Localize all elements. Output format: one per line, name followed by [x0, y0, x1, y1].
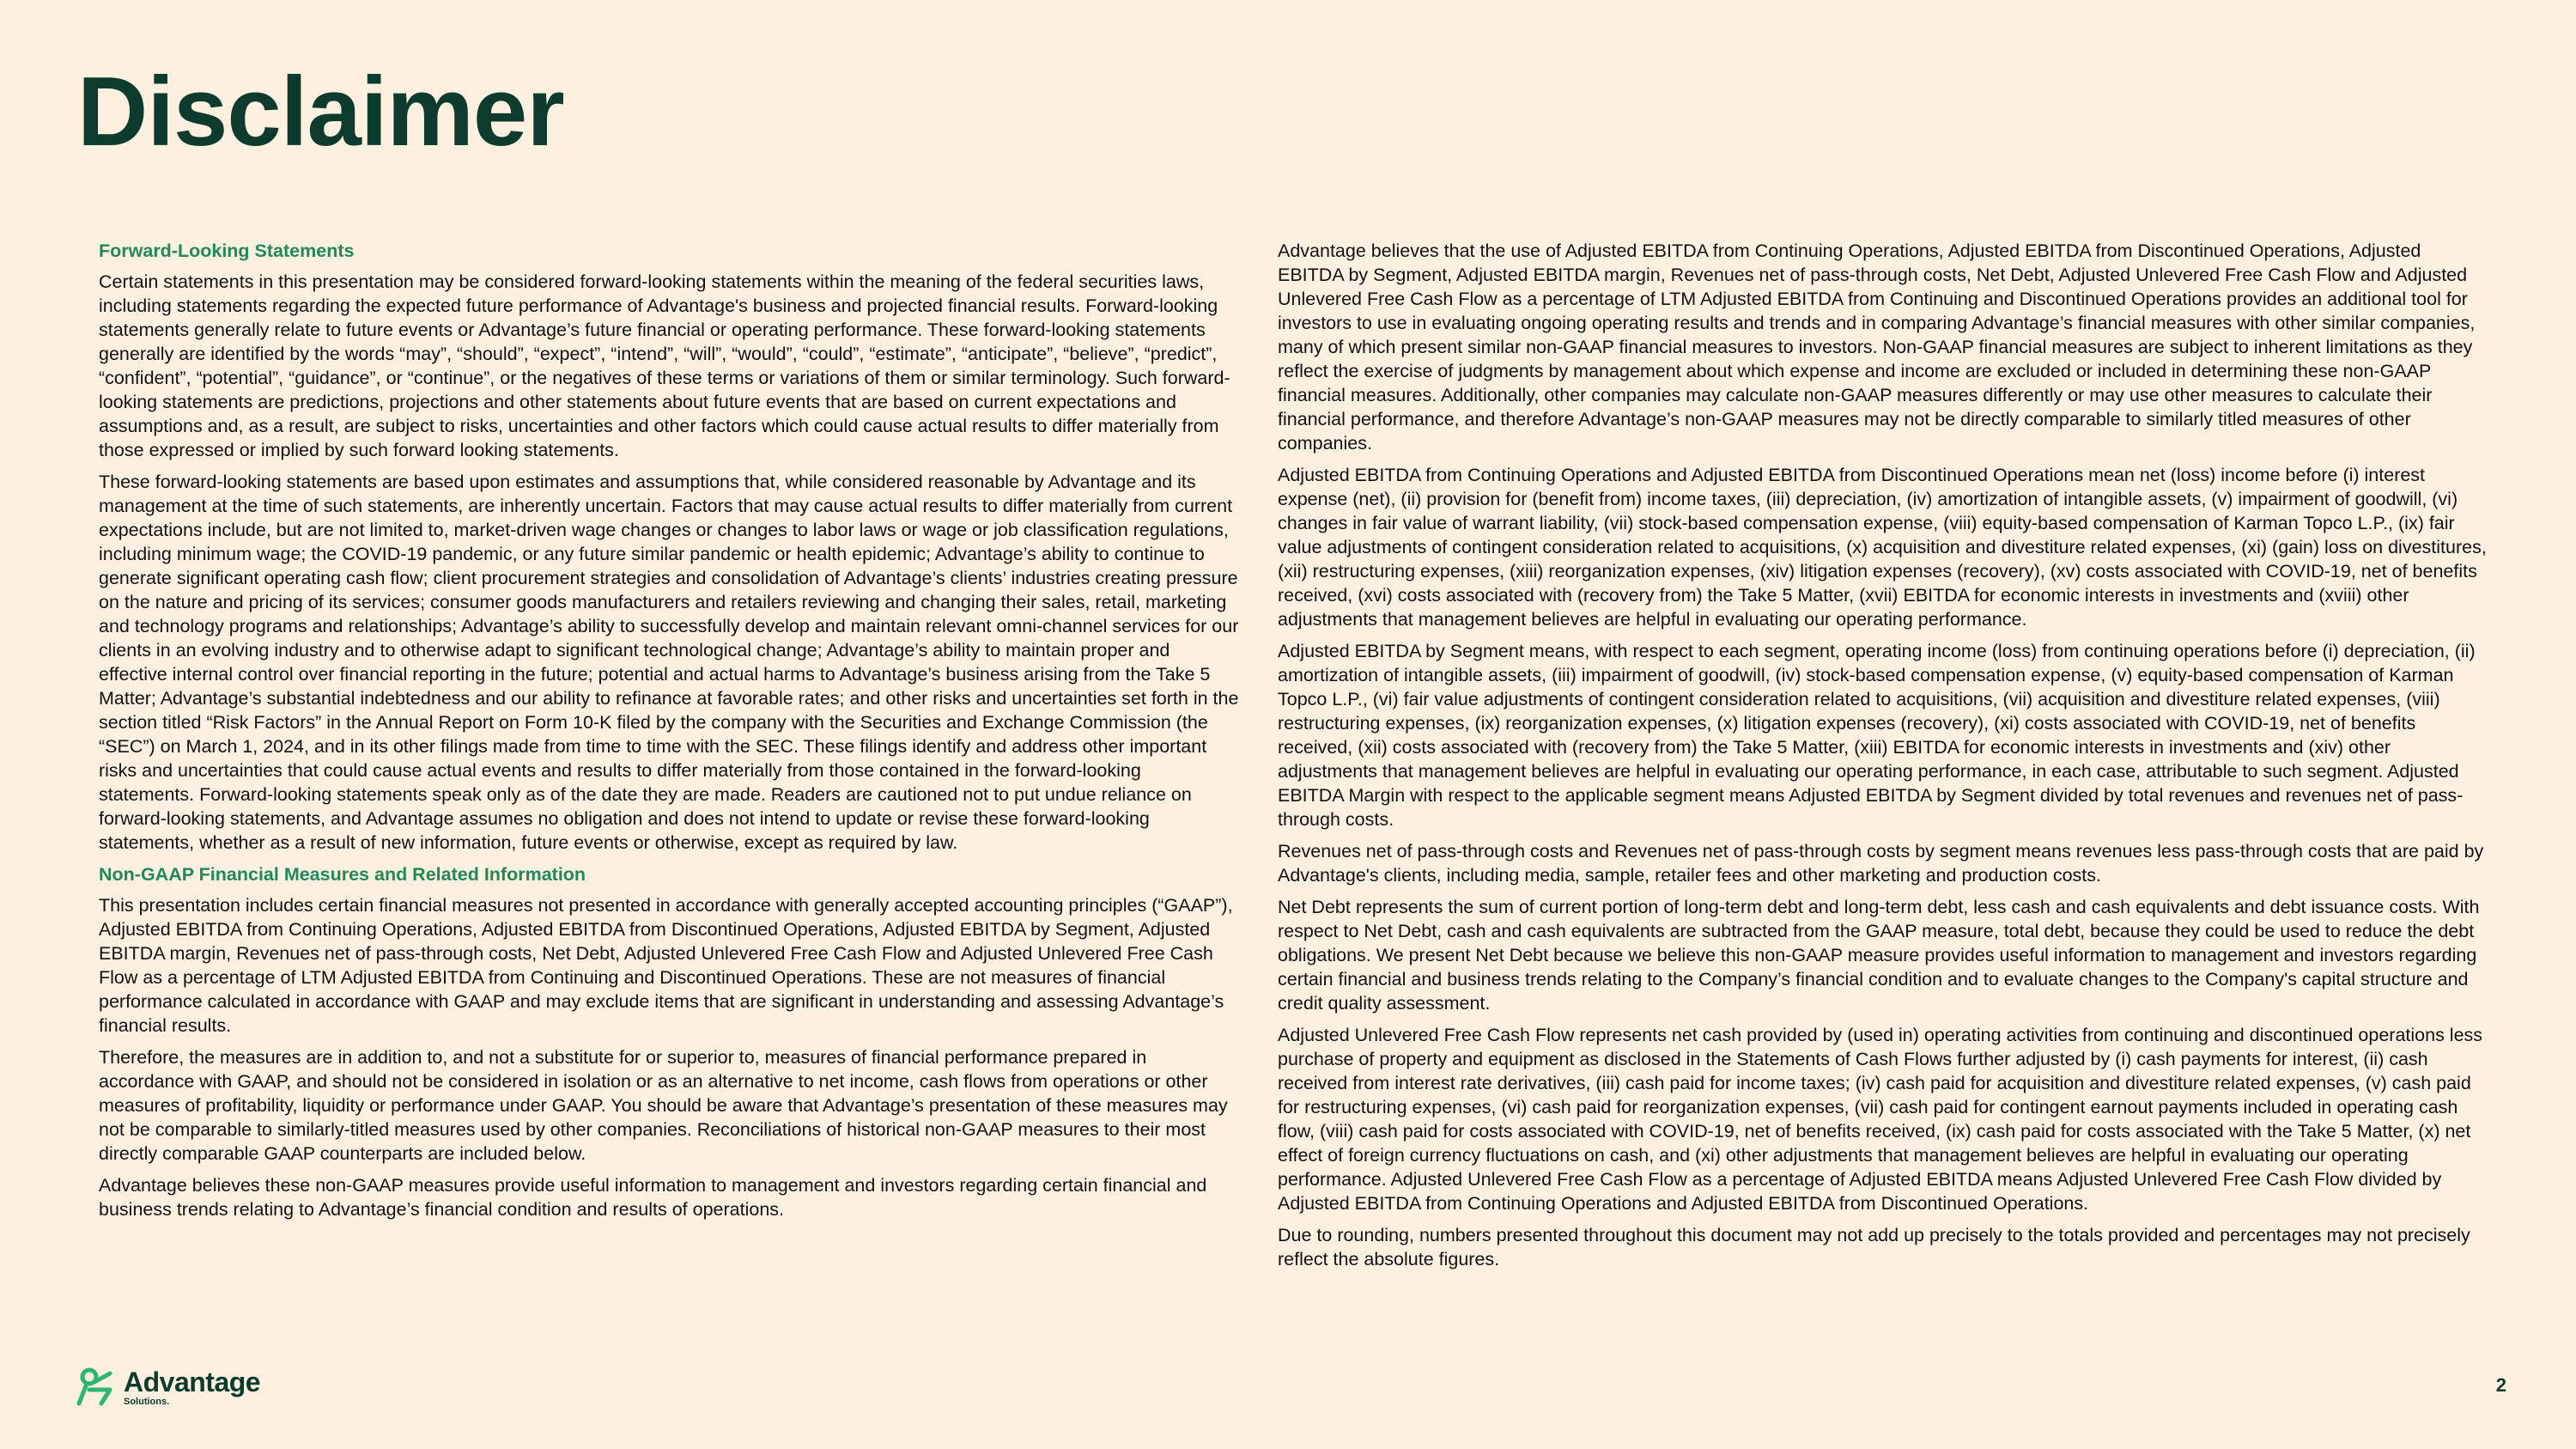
page-number: 2	[2495, 1374, 2506, 1396]
non-gaap-paragraph-1: This presentation includes certain financial measures not presented in accordance with generally accepted accounting principles (“GAAP”), Adjusted EBITDA from Continuing Operations, Adjusted EBITDA from Discontinued Operations, Adjusted EBITDA by Segment, Adjusted EBITDA margin, Revenues net of pass-through costs, Net Debt, Adjusted Unlevered Free Cash Flow and Adjusted Unlevered Free Cash Flow as a percentage of LTM Adjusted EBITDA from Continuing and Discontinued Operations. These are not measures of financial performance calculated in accordance with GAAP and may exclude items that are significant in understanding and assessing Advantage’s financial results.	[99, 895, 1233, 1036]
net-debt-paragraph: Net Debt represents the sum of current portion of long-term debt and long-term debt, less cash and cash equivalents and debt issuance costs. With respect to Net Debt, cash and cash equivalents are subtracted from the GAAP measure, total debt, because they could be used to reduce the debt obligations. We present Net Debt because we believe this non-GAAP measure provides useful information to management and investors regarding certain financial and business trends relating to the Company’s financial condition and to evaluate changes to the Company's capital structure and credit quality assessment.	[1278, 897, 2480, 1014]
logo-text	[124, 1368, 260, 1407]
advantage-logo	[76, 1366, 260, 1409]
forward-looking-heading: Forward-Looking Statements	[99, 240, 355, 261]
logo-name: Advantage	[124, 1366, 261, 1397]
non-gaap-paragraph-2: Therefore, the measures are in addition to, and not a substitute for or superior to, measures of financial performance prepared in accordance with GAAP, and should not be considered in isolation or as an alternative to net income, cash flows from operations or other measures of profitability, liquidity or performance under GAAP. You should be aware that Advantage’s presentation of these measures may not be comparable to similarly-titled measures used by other companies. Reconciliations of historical non-GAAP measures to their most directly comparable GAAP counterparts are included below.	[99, 1047, 1228, 1164]
right-column	[1278, 239, 2490, 1279]
advantage-logo-icon	[76, 1366, 117, 1409]
forward-looking-paragraph-2: These forward-looking statements are based upon estimates and assumptions that, while considered reasonable by Advantage and its management at the time of such statements, are inherently uncertain. Factors that may cause actual results to differ materially from current expectations include, but are not limited to, market-driven wage changes or changes to labor laws or wage or job classification regulations, including minimum wage; the COVID-19 pandemic, or any future similar pandemic or health epidemic; Advantage’s ability to continue to generate significant operating cash flow; client procurement strategies and consolidation of Advantage’s clients’ industries creating pressure on the nature and pricing of its services; consumer goods manufacturers and retailers reviewing and changing their sales, retail, marketing and technology programs and relationships; Advantage’s ability to successfully develop and maintain relevant omni-channel services for our clients in an evolving industry and to otherwise adapt to significant technological change; Advantage’s ability to maintain proper and effective internal control over financial reporting in the future; potential and actual harms to Advantage’s business arising from the Take 5 Matter; Advantage’s substantial indebtedness and our ability to refinance at favorable rates; and other risks and uncertainties set forth in the section titled “Risk Factors” in the Annual Report on Form 10-K filed by the company with the Securities and Exchange Commission (the “SEC”) on March 1, 2024, and in its other filings made from time to time with the SEC. These filings identify and address other important risks and uncertainties that could cause actual events and results to differ materially from those contained in the forward-looking statements. Forward-looking statements speak only as of the date they are made. Readers are cautioned not to put undue reliance on forward-looking statements, and Advantage assumes no obligation and does not intend to update or revise these forward-looking statements, whether as a result of new information, future events or otherwise, except as required by law.	[99, 472, 1239, 853]
non-gaap-paragraph-3: Advantage believes these non-GAAP measures provide useful information to management and investors regarding certain financial and business trends relating to Advantage’s financial condition and results of operations.	[99, 1175, 1207, 1220]
logo-subtitle: Solutions.	[124, 1396, 170, 1407]
page-title: Disclaimer	[77, 58, 564, 167]
non-gaap-usefulness-paragraph: Advantage believes that the use of Adjusted EBITDA from Continuing Operations, Adjusted EBITDA from Discontinued Operations, Adjusted EBITDA by Segment, Adjusted EBITDA margin, Revenues net of pass-through costs, Net Debt, Adjusted Unlevered Free Cash Flow and Adjusted Unlevered Free Cash Flow as a percentage of LTM Adjusted EBITDA from Continuing and Discontinued Operations provides an additional tool for investors to use in evaluating ongoing operating results and trends and in comparing Advantage’s financial measures with other similar companies, many of which present similar non-GAAP financial measures to investors. Non-GAAP financial measures are subject to inherent limitations as they reflect the exercise of judgments by management about which expense and income are excluded or included in determining these non-GAAP financial measures. Additionally, other companies may calculate non-GAAP measures differently or may use other measures to calculate their financial performance, and therefore Advantage’s non-GAAP measures may not be directly comparable to similarly titled measures of other companies.	[1278, 240, 2476, 454]
rounding-paragraph: Due to rounding, numbers presented throughout this document may not add up precisely to the totals provided and percentages may not precisely reflect the absolute figures.	[1278, 1225, 2470, 1269]
revenues-net-paragraph: Revenues net of pass-through costs and Revenues net of pass-through costs by segment means revenues less pass-through costs that are paid by Advantage's clients, including media, sample, retailer fees and other marketing and production costs.	[1278, 841, 2484, 886]
adjusted-ebitda-definition-paragraph: Adjusted EBITDA from Continuing Operations and Adjusted EBITDA from Discontinued Operations mean net (loss) income before (i) interest expense (net), (ii) provision for (benefit from) income taxes, (iii) depreciation, (iv) amortization of intangible assets, (v) impairment of goodwill, (vi) changes in fair value of warrant liability, (vii) stock-based compensation expense, (viii) equity-based compensation of Karman Topco L.P., (ix) fair value adjustments of contingent consideration related to acquisitions, (x) acquisition and divestiture related expenses, (xi) (gain) loss on divestitures, (xii) restructuring expenses, (xiii) reorganization expenses, (xiv) litigation expenses (recovery), (xv) costs associated with COVID-19, net of benefits received, (xvi) costs associated with (recovery from) the Take 5 Matter, (xvii) EBITDA for economic interests in investments and (xviii) other adjustments that management believes are helpful in evaluating our operating performance.	[1278, 465, 2487, 630]
left-column	[99, 239, 1241, 1229]
adjusted-ebitda-segment-paragraph: Adjusted EBITDA by Segment means, with respect to each segment, operating income (loss) from continuing operations before (i) depreciation, (ii) amortization of intangible assets, (iii) impairment of goodwill, (iv) stock-based compensation expense, (v) equity-based compensation of Karman Topco L.P., (vi) fair value adjustments of contingent consideration related to acquisitions, (vii) acquisition and divestiture related expenses, (viii) restructuring expenses, (ix) reorganization expenses, (x) litigation expenses (recovery), (xi) costs associated with COVID-19, net of benefits received, (xii) costs associated with (recovery from) the Take 5 Matter, (xiii) EBITDA for economic interests in investments and (xiv) other adjustments that management believes are helpful in evaluating our operating performance, in each case, attributable to such segment. Adjusted EBITDA Margin with respect to the applicable segment means Adjusted EBITDA by Segment divided by total revenues and revenues net of pass-through costs.	[1278, 641, 2476, 830]
forward-looking-paragraph-1: Certain statements in this presentation may be considered forward-looking statements within the meaning of the federal securities laws, including statements regarding the expected future performance of Advantage's business and projected financial results. Forward-looking statements generally relate to future events or Advantage’s future financial or operating performance. These forward-looking statements generally are identified by the words “may”, “should”, “expect”, “intend”, “will”, “would”, “could”, “estimate”, “anticipate”, “believe”, “predict”, “confident”, “potential”, “guidance”, or “continue”, or the negatives of these terms or variations of them or similar terminology. Such forward-looking statements are predictions, projections and other statements about future events that are based on current expectations and assumptions and, as a result, are subject to risks, uncertainties and other factors which could cause actual results to differ materially from those expressed or implied by such forward looking statements.	[99, 271, 1230, 460]
non-gaap-heading: Non-GAAP Financial Measures and Related Information	[99, 864, 586, 885]
unlevered-free-cash-flow-paragraph: Adjusted Unlevered Free Cash Flow represents net cash provided by (used in) operating activities from continuing and discontinued operations less purchase of property and equipment as disclosed in the Statements of Cash Flows further adjusted by (i) cash payments for interest, (ii) cash received from interest rate derivatives, (iii) cash paid for income taxes; (iv) cash paid for acquisition and divestiture related expenses, (v) cash paid for restructuring expenses, (vi) cash paid for reorganization expenses, (vii) cash paid for contingent earnout payments included in operating cash flow, (viii) cash paid for costs associated with COVID-19, net of benefits received, (ix) cash paid for costs associated with the Take 5 Matter, (x) net effect of foreign currency fluctuations on cash, and (xi) other adjustments that management believes are helpful in evaluating our operating performance. Adjusted Unlevered Free Cash Flow as a percentage of Adjusted EBITDA means Adjusted Unlevered Free Cash Flow divided by Adjusted EBITDA from Continuing Operations and Adjusted EBITDA from Discontinued Operations.	[1278, 1025, 2483, 1214]
